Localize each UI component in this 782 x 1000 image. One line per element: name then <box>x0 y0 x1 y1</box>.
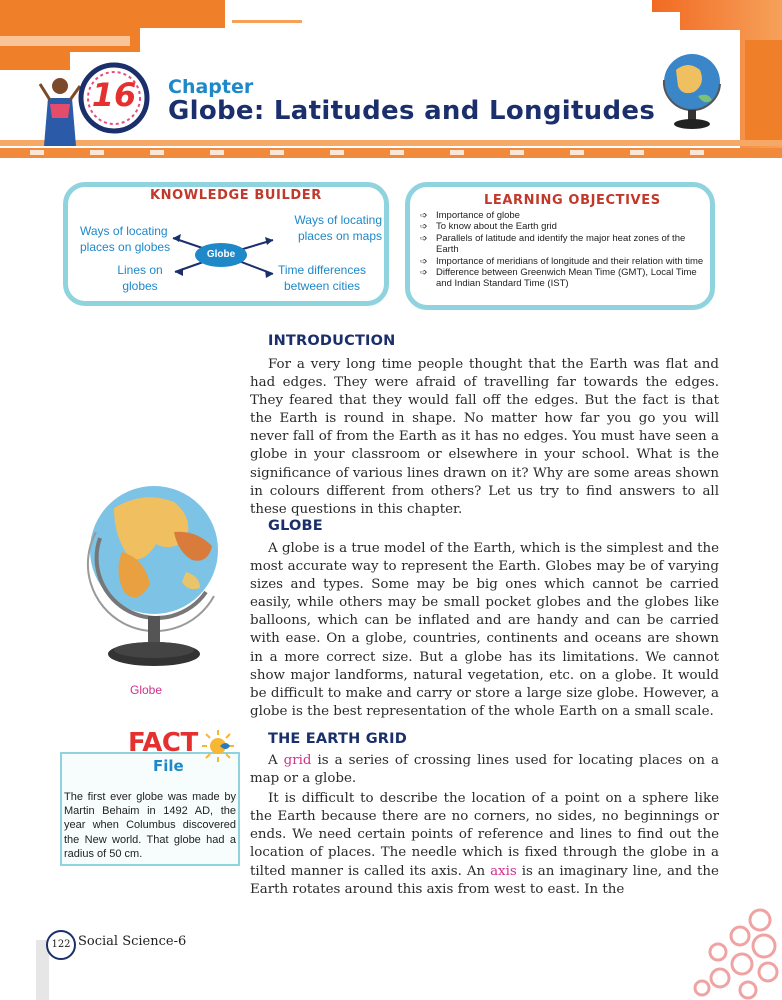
knowledge-item: Ways of locating places on maps <box>294 213 382 243</box>
knowledge-item: Time differences between cities <box>277 263 367 293</box>
introduction-heading: INTRODUCTION <box>268 333 396 349</box>
sun-icon <box>200 728 236 764</box>
list-item: ➩ Difference between Greenwich Mean Time (GMT), Local Time and Indian Standard Time (IST) <box>420 267 704 290</box>
chapter-number: 16 <box>91 76 137 114</box>
globe-heading: GLOBE <box>268 518 323 534</box>
knowledge-center: Globe <box>206 249 236 260</box>
learning-objectives-title: LEARNING OBJECTIVES <box>484 193 661 208</box>
list-item: ➩ Importance of meridians of longitude and their relation with time <box>420 256 704 267</box>
globe-caption: Globe <box>130 683 163 697</box>
fact-subtitle: File <box>153 757 184 775</box>
page-title: Globe: Latitudes and Longitudes <box>168 96 656 126</box>
term-grid: grid <box>283 753 312 768</box>
earth-grid-text: A grid is a series of crossing lines used for locating places on a map or a globe. It is difficult to describe the location of a point on a sphere like the Earth because there are no corners, no sides, no beginnings or ends. We need certain points of reference and lines to find out the location of places. The needle which is fixed through the globe in a tilted manner is called its axis. An axis is an imaginary line, and the Earth rotates around this axis from west to east. In the <box>250 753 719 897</box>
knowledge-item: Lines on globes <box>117 263 163 293</box>
fact-title: FACT <box>128 728 198 758</box>
globe-text: A globe is a true model of the Earth, which is the simplest and the most accurate way to represent the Earth. Globes may be of varying sizes and types. Some may be big ones which cannot be carried easily, while others may be small pocket globes and the globes like balloons, which can be inflated and are handy and can be carried with ease. On a globe, countries, continents and oceans are shown in a more correct size. But a globe has its limitations. We cannot show major landforms, natural vegetation, etc. on a globe. It would be difficult to make and carry or store a large size globe. However, a globe is the best representation of the whole Earth on a small scale. <box>250 541 719 719</box>
decorative-circles <box>690 906 782 1000</box>
list-item: ➩ Importance of globe <box>420 210 704 221</box>
earth-grid-heading: THE EARTH GRID <box>268 731 407 747</box>
learning-objectives-list <box>420 210 704 290</box>
knowledge-item: Ways of locating places on globes <box>80 224 171 254</box>
globe-illustration <box>74 468 234 680</box>
introduction-text: For a very long time people thought that the Earth was flat and had edges. They were afraid of travelling far towards the edges. They feared that they would fall off the edges. But the fact is that the Earth is round in shape. No matter how far you go you will never fall of from the Earth as it has no edges. You must have seen a globe in your classroom or elsewhere in your school. What is the significance of various lines drawn on it? Why are some areas shown in colours different from others? Let us try to find answers to all these questions in this chapter. <box>250 357 719 517</box>
page-number: 122 <box>46 930 76 960</box>
fact-text: The first ever globe was made by Martin Behaim in 1492 AD, the year when Columbus discovered the New world. That globe had a radius of 50 cm. <box>64 791 236 860</box>
term-axis: axis <box>490 863 517 879</box>
list-item: ➩ To know about the Earth grid <box>420 221 704 232</box>
list-item: ➩ Parallels of latitude and identify the major heat zones of the Earth <box>420 233 704 256</box>
chapter-label: Chapter <box>168 76 254 98</box>
knowledge-builder-title: KNOWLEDGE BUILDER <box>150 188 322 203</box>
book-name: Social Science-6 <box>78 934 187 949</box>
